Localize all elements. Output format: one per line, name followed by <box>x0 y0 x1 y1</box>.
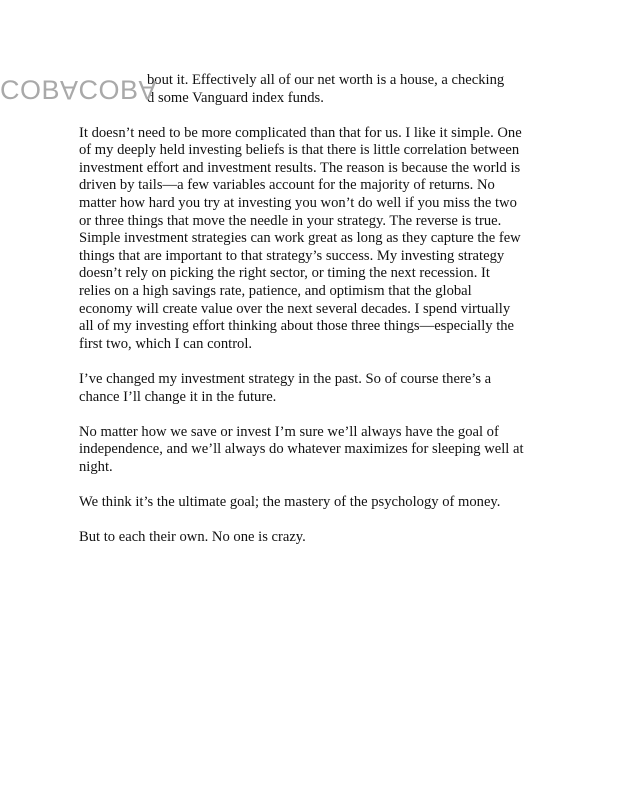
text-line: driven by tails—a few variables account for the majority of returns. No <box>79 177 495 194</box>
paragraph-4 <box>79 424 547 477</box>
text-line: I’ve changed my investment strategy in the past. So of course there’s a <box>79 370 492 387</box>
text-line: first two, which I can control. <box>79 335 253 352</box>
text-line: bout it. Effectively all of our net worth is a house, a checking <box>147 72 505 88</box>
text-line: doesn’t rely on picking the right sector, or timing the next recession. It <box>79 265 490 282</box>
watermark-flipped-letter-2: A <box>138 75 158 105</box>
text-line: It doesn’t need to be more complicated than that for us. I like it simple. One <box>79 124 522 141</box>
watermark-text-b: COB <box>78 75 139 105</box>
text-line: Simple investment strategies can work great as long as they capture the few <box>79 230 521 247</box>
text-line: of my deeply held investing beliefs is that there is little correlation between <box>79 142 520 159</box>
watermark-logo <box>0 74 157 106</box>
document-body <box>79 72 547 564</box>
paragraph-3 <box>79 371 547 406</box>
text-line: things that are important to that strategy’s success. My investing strategy <box>79 247 505 264</box>
text-line: chance I’ll change it in the future. <box>79 388 277 405</box>
text-line: investment effort and investment results. The reason is because the world is <box>79 159 521 176</box>
text-line: relies on a high savings rate, patience, and optimism that the global <box>79 283 472 300</box>
text-line: economy will create value over the next several decades. I spend virtually <box>79 300 511 317</box>
paragraph-2 <box>79 125 547 354</box>
text-line: matter how hard you try at investing you won’t do well if you miss the two <box>79 195 517 212</box>
paragraph-5 <box>79 494 547 512</box>
watermark-flipped-letter-1: A <box>60 75 79 105</box>
text-line: all of my investing effort thinking about those three things—especially the <box>79 318 515 335</box>
watermark-text-a: COB <box>0 75 61 105</box>
text-line: independence, and we’ll always do whatever maximizes for sleeping well at <box>79 441 524 458</box>
text-line: We think it’s the ultimate goal; the mastery of the psychology of money. <box>79 493 501 510</box>
text-line: night. <box>79 458 113 475</box>
text-line: or three things that move the needle in your strategy. The reverse is true. <box>79 212 502 229</box>
paragraph-6 <box>79 529 547 547</box>
text-line: But to each their own. No one is crazy. <box>79 528 306 545</box>
text-line: No matter how we save or invest I’m sure we’ll always have the goal of <box>79 423 499 440</box>
text-line: d some Vanguard index funds. <box>147 89 324 106</box>
